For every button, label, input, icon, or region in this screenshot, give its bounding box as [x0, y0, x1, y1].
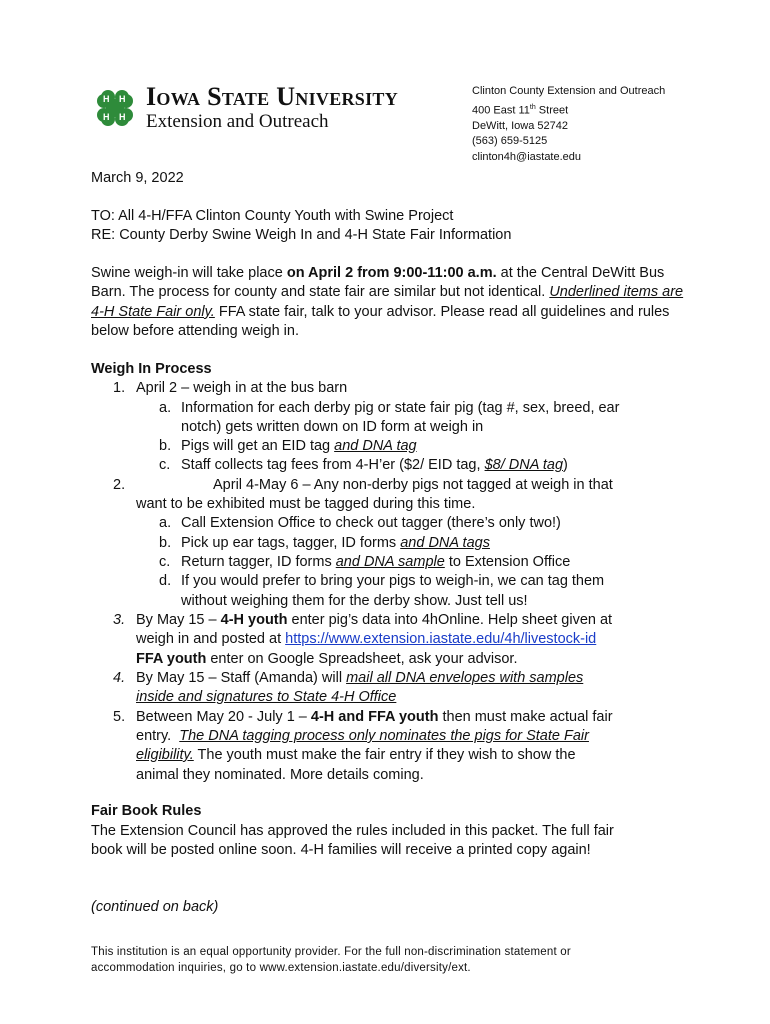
item-3-number: 3.	[113, 612, 126, 628]
item-5-text-cont: entry. The DNA tagging process only nominates the pigs for State Fair	[136, 728, 589, 744]
item-1c-label: c.	[159, 457, 171, 473]
item-2-text: April 4-May 6 – Any non-derby pigs not tagged at weigh in that	[213, 477, 613, 493]
item-2a-text: Call Extension Office to check out tagger (there’s only two!)	[181, 515, 561, 531]
item-1a-label: a.	[159, 400, 172, 416]
clover-icon	[92, 85, 138, 131]
recipient-block	[91, 207, 690, 246]
re-line: RE: County Derby Swine Weigh In and 4-H State Fair Information	[91, 227, 512, 244]
item-4-number: 4.	[113, 670, 126, 686]
continued-note: (continued on back)	[91, 899, 219, 915]
item-2-text-cont: want to be exhibited must be tagged during this time.	[136, 496, 476, 512]
item-2b-label: b.	[159, 535, 172, 551]
item-5-number: 5.	[113, 709, 126, 725]
item-4-text-cont: inside and signatures to State 4-H Office	[136, 689, 397, 705]
item-5-text-cont-2: eligibility. The youth must make the fair entry if they wish to show the	[136, 747, 576, 763]
fair-book-paragraph: The Extension Council has approved the rules included in this packet. The full fair book will be posted online soon. 4-H families will receive a printed copy again!	[91, 823, 614, 859]
item-4-text: By May 15 – Staff (Amanda) will mail all DNA envelopes with samples	[136, 670, 584, 686]
item-1b-label: b.	[159, 438, 172, 454]
office-street: 400 East 11th Street	[472, 103, 569, 117]
to-line: TO: All 4-H/FFA Clinton County Youth with Swine Project	[91, 208, 454, 224]
office-city: DeWitt, Iowa 52742	[472, 119, 568, 132]
office-phone: (563) 659-5125	[472, 135, 548, 148]
contact-block	[472, 84, 665, 165]
intro-paragraph: Swine weigh-in will take place on April 2 from 9:00-11:00 a.m. at the Central DeWitt Bus Barn. The process for county and state fair are similar but not identical. Underlined items are 4-H State Fair only. FFA state fair, talk to your advisor. Please read all guidelines and rules below before attending weigh in.	[91, 265, 684, 340]
weigh-in-heading: Weigh In Process	[91, 361, 212, 377]
item-5-text-cont-3: animal they nominated. More details coming.	[136, 767, 424, 783]
svg-text:H: H	[103, 93, 110, 104]
fair-book-heading: Fair Book Rules	[91, 803, 202, 819]
item-1c-text: Staff collects tag fees from 4-H’er ($2/ EID tag, $8/ DNA tag)	[181, 457, 568, 473]
item-3-text: By May 15 – 4-H youth enter pig’s data into 4hOnline. Help sheet given at	[136, 612, 613, 628]
item-1b-text: Pigs will get an EID tag and DNA tag	[181, 438, 417, 454]
livestock-id-link[interactable]: https://www.extension.iastate.edu/4h/livestock-id	[285, 631, 597, 647]
office-email[interactable]: clinton4h@iastate.edu	[472, 150, 582, 163]
isu-logo	[92, 84, 398, 131]
item-5-text: Between May 20 - July 1 – 4-H and FFA youth then must make actual fair	[136, 709, 613, 725]
svg-text:H: H	[103, 111, 110, 122]
footer-disclaimer: This institution is an equal opportunity provider. For the full non-discrimination statement or accommodation inquiries, go to www.extension.iastate.edu/diversity/ext.	[91, 946, 571, 974]
org-name: Iowa State University	[146, 82, 399, 111]
org-subtitle: Extension and Outreach	[146, 111, 329, 132]
item-3-text-cont: weigh in and posted at https://www.extension.iastate.edu/4h/livestock-id	[136, 631, 597, 647]
item-2c-text: Return tagger, ID forms and DNA sample to Extension Office	[181, 554, 571, 570]
letter-date: March 9, 2022	[91, 170, 184, 186]
item-2d-text: If you would prefer to bring your pigs to weigh-in, we can tag them	[181, 573, 605, 589]
svg-text:H: H	[119, 93, 126, 104]
item-1-text: April 2 – weigh in at the bus barn	[136, 380, 348, 396]
item-2d-text-cont: without weighing them for the derby show. Just tell us!	[181, 593, 528, 609]
item-3-ffa-text: FFA youth enter on Google Spreadsheet, ask your advisor.	[136, 651, 518, 667]
item-2d-label: d.	[159, 573, 172, 589]
item-1a-text-cont: notch) gets written down on ID form at weigh in	[181, 419, 484, 435]
item-2b-text: Pick up ear tags, tagger, ID forms and DNA tags	[181, 535, 490, 551]
svg-text:H: H	[119, 111, 126, 122]
item-2-number: 2.	[113, 477, 126, 493]
item-1-number: 1.	[113, 380, 126, 396]
item-1a-text: Information for each derby pig or state fair pig (tag #, sex, breed, ear	[181, 400, 620, 416]
item-2c-label: c.	[159, 554, 171, 570]
office-name: Clinton County Extension and Outreach	[472, 85, 666, 97]
item-2a-label: a.	[159, 515, 172, 531]
